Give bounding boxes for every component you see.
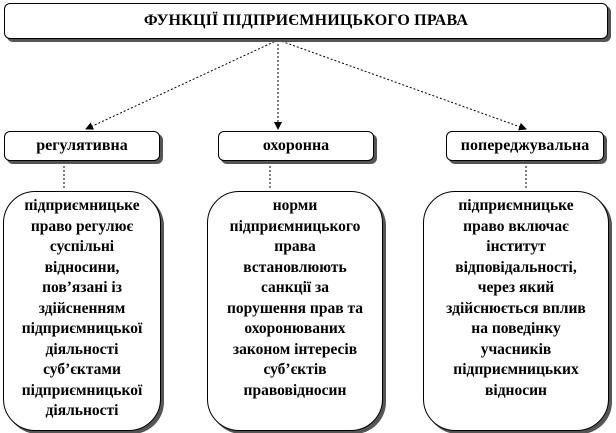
description-box-regulatory [3, 191, 161, 431]
diagram-title-text: ФУНКЦІЇ ПІДПРИЄМНИЦЬКОГО ПРАВА [143, 12, 469, 29]
description-text-regulatory: підприємницьке право регулює суспільні відносини, пов’язані із здійсненням підприємницької діяльності суб’єктами підприємницької діяльності [21, 197, 143, 419]
description-text-preventive: підприємницьке право включає інститут відповідальності, через який здійснюється вплив на поведінку учасників підприємницьких відносин [446, 197, 586, 399]
arrow-to-preventive [278, 40, 526, 129]
description-box-preventive [423, 191, 609, 431]
description-box-protective [207, 191, 383, 431]
arrow-to-regulatory [86, 40, 278, 129]
description-text-protective: норми підприємницького права встановлюють санкції за порушення прав та охоронюваних законом інтересів суб’єктів правовідносин [226, 197, 364, 399]
function-label-preventive: попереджувальна [460, 137, 590, 154]
function-label-protective: охоронна [262, 137, 330, 154]
function-box-preventive [446, 131, 604, 161]
function-label-regulatory: регулятивна [36, 137, 128, 154]
diagram-title [4, 3, 608, 39]
function-box-regulatory [4, 131, 160, 161]
function-box-protective [218, 131, 374, 161]
